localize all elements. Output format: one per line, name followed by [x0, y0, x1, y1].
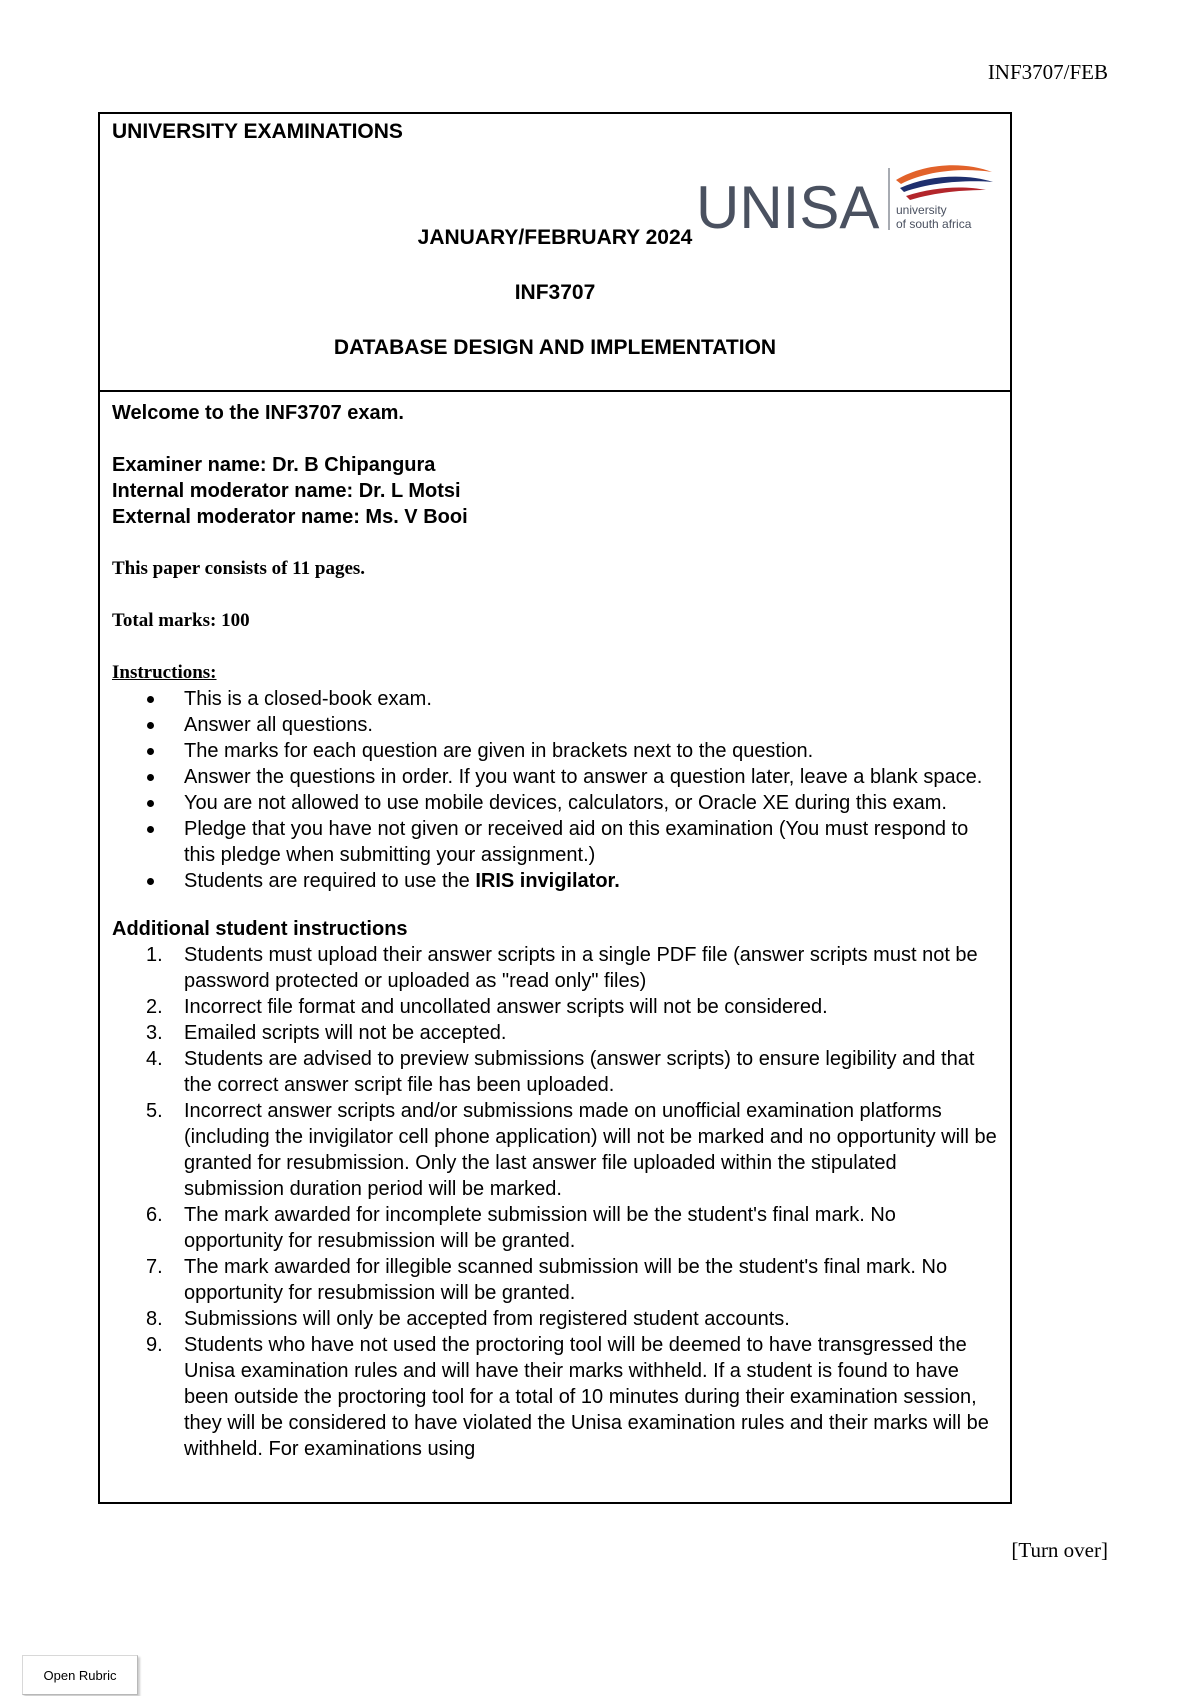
list-item — [184, 868, 998, 894]
item-number: 6. — [146, 1204, 163, 1226]
list-item: This is a closed-book exam. — [184, 686, 998, 712]
list-item: Answer the questions in order. If you want to answer a question later, leave a blank space. — [184, 764, 998, 790]
item-text: Incorrect answer scripts and/or submissions made on unofficial examination platforms (including the invigilator cell phone application) will not be marked and no opportunity will be granted for resubmission. Only the last answer file uploaded within the stipulated submission duration period will be marked. — [184, 1100, 997, 1200]
item-number: 2. — [146, 996, 163, 1018]
external-moderator-name: External moderator name: Ms. V Booi — [112, 506, 468, 528]
additional-instructions-heading: Additional student instructions — [112, 918, 408, 940]
module-code: INF3707 — [514, 281, 596, 304]
list-item — [146, 1020, 998, 1046]
instruction-text: Students are required to use the — [184, 870, 476, 892]
logo-wordmark: UNISA — [696, 174, 880, 238]
list-item — [146, 1306, 998, 1332]
item-text: The mark awarded for illegible scanned submission will be the student's final mark. No opportunity for resubmission will be granted. — [184, 1256, 948, 1304]
item-number: 5. — [146, 1100, 163, 1122]
page-count: This paper consists of 11 pages. — [112, 558, 366, 579]
item-number: 8. — [146, 1308, 163, 1330]
examiner-name: Examiner name: Dr. B Chipangura — [112, 454, 436, 476]
item-text: The mark awarded for incomplete submission will be the student's final mark. No opportunity for resubmission will be granted. — [184, 1204, 896, 1252]
item-text: Incorrect file format and uncollated answer scripts will not be considered. — [184, 996, 828, 1018]
list-item — [146, 1202, 998, 1254]
list-item — [146, 994, 998, 1020]
logo-swoosh-red — [906, 188, 986, 200]
item-text: Students must upload their answer scripts in a single PDF file (answer scripts must not be password protected or uploaded as "read only" files) — [184, 944, 978, 992]
list-item — [146, 1332, 998, 1462]
list-item — [146, 1046, 998, 1098]
exam-instructions-section — [100, 392, 1010, 1502]
list-item: The marks for each question are given in brackets next to the question. — [184, 738, 998, 764]
item-text: Emailed scripts will not be accepted. — [184, 1022, 507, 1044]
turn-over-label: [Turn over] — [1011, 1538, 1108, 1562]
list-item: Answer all questions. — [184, 712, 998, 738]
item-text: Students who have not used the proctoring tool will be deemed to have transgressed the Unisa examination rules and will have their marks withheld. If a student is found to have been outside the proctoring tool for a total of 10 minutes during their examination session, they will be considered to have violated the Unisa examination rules and their marks will be withheld. For examinations using — [184, 1334, 989, 1460]
additional-instructions-list — [112, 942, 998, 1462]
logo-tagline-2: of south africa — [896, 217, 972, 231]
item-number: 9. — [146, 1334, 163, 1356]
cover-header — [100, 114, 1010, 392]
module-title: DATABASE DESIGN AND IMPLEMENTATION — [333, 336, 777, 359]
university-examinations-title: UNIVERSITY EXAMINATIONS — [112, 120, 403, 143]
iris-invigilator-text: IRIS invigilator. — [475, 870, 620, 892]
welcome-line: Welcome to the INF3707 exam. — [112, 402, 404, 424]
exam-session: JANUARY/FEBRUARY 2024 — [417, 226, 693, 249]
item-number: 3. — [146, 1022, 163, 1044]
item-number: 7. — [146, 1256, 163, 1278]
list-item: You are not allowed to use mobile devices, calculators, or Oracle XE during this exam. — [184, 790, 998, 816]
open-rubric-button[interactable]: Open Rubric — [22, 1655, 138, 1695]
item-number: 4. — [146, 1048, 163, 1070]
document-code: INF3707/FEB — [987, 60, 1108, 84]
internal-moderator-name: Internal moderator name: Dr. L Motsi — [112, 480, 461, 502]
list-item — [146, 942, 998, 994]
total-marks: Total marks: 100 — [112, 610, 250, 631]
item-text: Submissions will only be accepted from registered student accounts. — [184, 1308, 790, 1330]
list-item: Pledge that you have not given or received aid on this examination (You must respond to this pledge when submitting your assignment.) — [184, 816, 998, 868]
list-item — [146, 1254, 998, 1306]
item-text: Students are advised to preview submissions (answer scripts) to ensure legibility and that the correct answer script file has been uploaded. — [184, 1048, 975, 1096]
list-item — [146, 1098, 998, 1202]
instructions-list — [112, 686, 998, 894]
exam-cover-box — [98, 112, 1012, 1504]
item-number: 1. — [146, 944, 163, 966]
instructions-heading: Instructions: — [112, 662, 217, 683]
logo-tagline-1: university — [896, 203, 947, 217]
